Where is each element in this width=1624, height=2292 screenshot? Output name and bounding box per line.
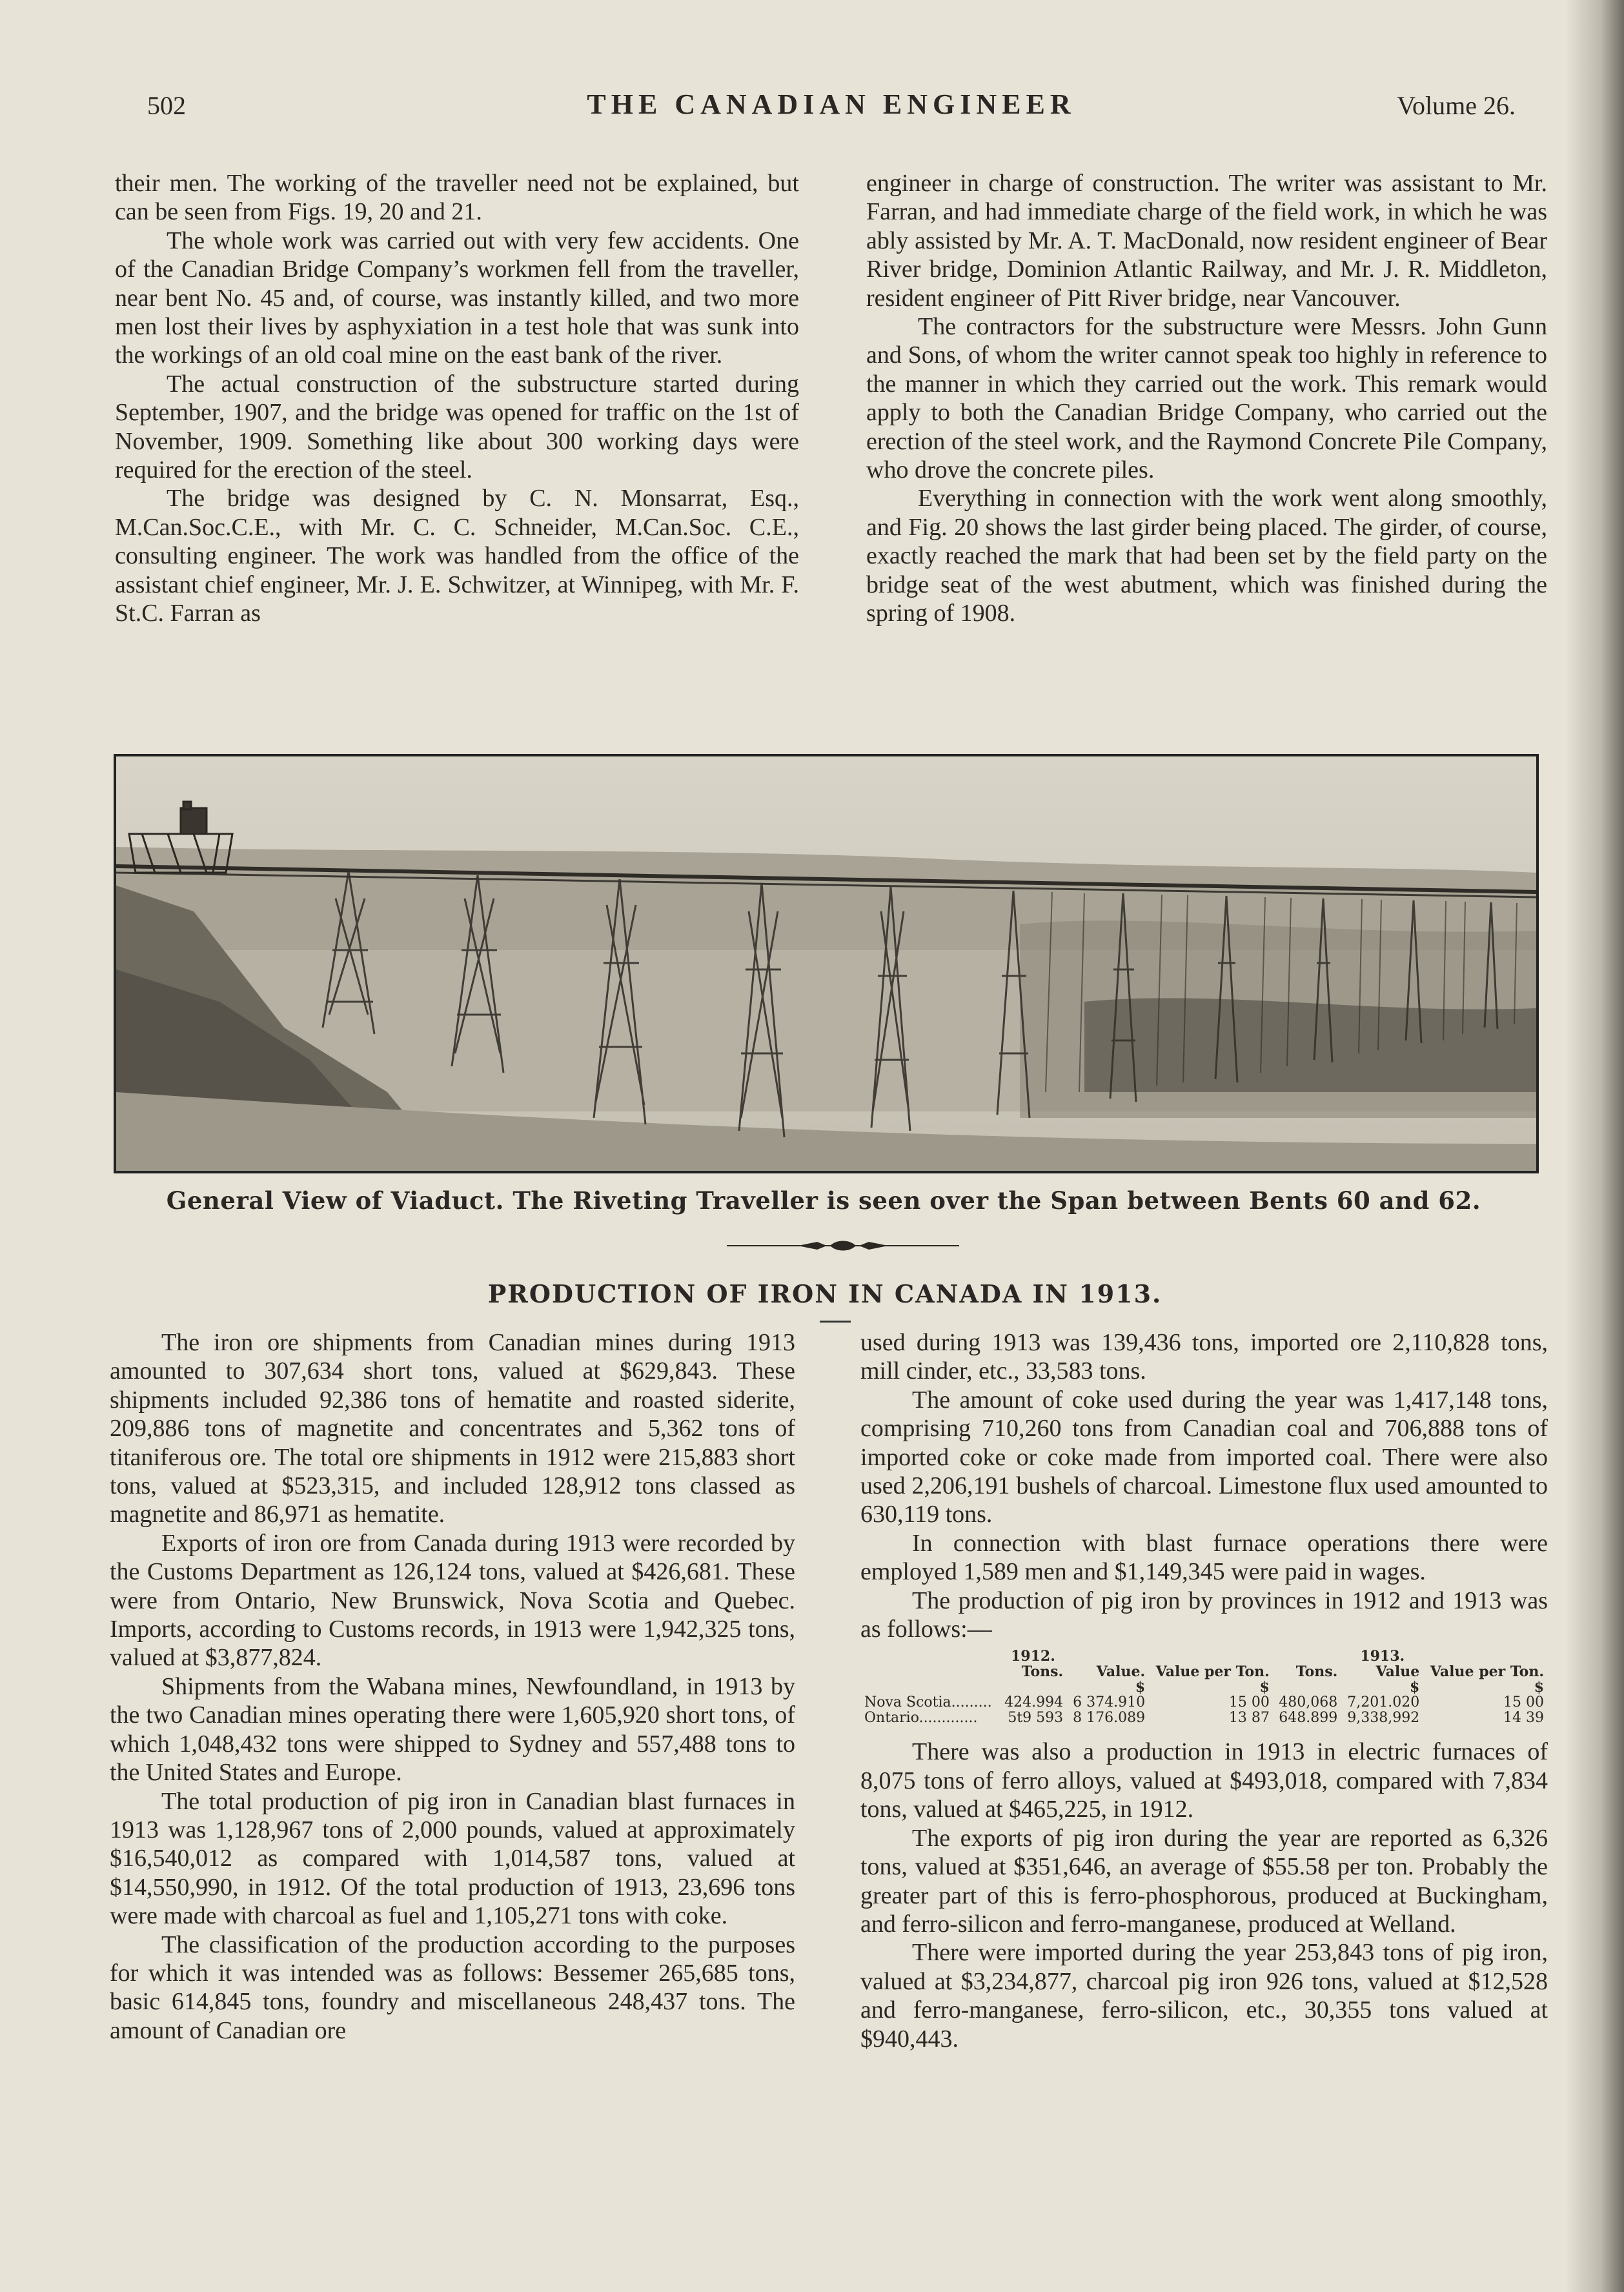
table-cell: 13 87: [1228, 1710, 1270, 1727]
table-row: [860, 1710, 1548, 1726]
paragraph: their men. The working of the traveller need not be explained, but can be seen from Figs. 19, 20 and 21.: [115, 170, 799, 226]
table-cell: 9,338,992: [1347, 1710, 1420, 1727]
table-unit-row: [860, 1679, 1548, 1695]
table-year: 1913.: [1360, 1648, 1405, 1665]
paragraph: In connection with blast furnace operations there were employed 1,589 men and $1,149,345 were paid in wages.: [860, 1529, 1548, 1586]
paragraph: The whole work was carried out with very few accidents. One of the Canadian Bridge Company’s workmen fell from the traveller, near bent No. 45 and, of course, was instantly killed, and two more men lost their lives by asphyxiation in a test hole that was sunk into the workings of an old coal mine on the east bank of the river.: [115, 227, 799, 369]
table-unit: $: [1259, 1679, 1270, 1696]
table-unit: $: [1409, 1679, 1420, 1696]
photo-caption: General View of Viaduct. The Riveting Traveller is seen over the Span between Bents 60 and 62.: [166, 1186, 1481, 1215]
table-cell: 14 39: [1503, 1710, 1544, 1727]
paragraph: The actual construction of the substructure started during September, 1907, and the bridge was opened for traffic on the 1st of November, 1909. Something like about 300 working days were required for the erection of the steel.: [115, 370, 799, 484]
table-year: 1912.: [1010, 1648, 1055, 1665]
column-2: [866, 169, 1547, 628]
table-cell: 648.899: [1279, 1710, 1338, 1727]
table-cell: Ontario.............: [864, 1710, 978, 1727]
paragraph: The production of pig iron by provinces in 1912 and 1913 was as follows:—: [860, 1587, 1548, 1643]
ornament-divider: [727, 1234, 959, 1257]
article-title: PRODUCTION OF IRON IN CANADA IN 1913.: [487, 1279, 1162, 1308]
table-cell: Nova Scotia.........: [864, 1694, 992, 1711]
table-cell: 5t9 593: [1008, 1710, 1064, 1727]
table-cell: 8 176.089: [1073, 1710, 1146, 1727]
table-cell: 7,201.020: [1347, 1694, 1420, 1711]
paragraph: There were imported during the year 253,843 tons of pig iron, valued at $3,234,877, charcoal pig iron 926 tons, valued at $12,528 and ferro-manganese, ferro-silicon, etc., 30,355 tons valued at $940,443.: [860, 1939, 1548, 2053]
viaduct-illustration: [116, 756, 1536, 1171]
paragraph: There was also a production in 1913 in electric furnaces of 8,075 tons of ferro alloys, valued at $493,018, compared with 7,834 tons, valued at $465,225, in 1912.: [860, 1738, 1548, 1823]
table-header: Tons.: [1295, 1663, 1338, 1681]
column-3: [110, 1328, 795, 2045]
table-row: [860, 1695, 1548, 1710]
paragraph: The contractors for the substructure were Messrs. John Gunn and Sons, of whom the writer cannot speak too highly in reference to the manner in which they carried out the work. This remark would apply to both the Canadian Bridge Company, who carried out the erection of the steel work, and the Raymond Concrete Pile Company, who drove the concrete piles.: [866, 313, 1547, 484]
paragraph: The iron ore shipments from Canadian mines during 1913 amounted to 307,634 short tons, valued at $629,843. These shipments included 92,386 tons of hematite and roasted siderite, 209,886 tons of magnetite and concentrates and 5,362 tons of titaniferous ore. The total ore shipments in 1912 were 215,883 short tons, valued at $523,315, and included 128,912 tons classed as magnetite and 86,971 as hematite.: [110, 1329, 795, 1528]
table-header: Value per Ton.: [1155, 1663, 1270, 1681]
table-header: Value.: [1096, 1663, 1146, 1681]
paragraph: used during 1913 was 139,436 tons, imported ore 2,110,828 tons, mill cinder, etc., 33,583 tons.: [860, 1329, 1548, 1385]
table-cell: 6 374.910: [1073, 1694, 1146, 1711]
page-number: 502: [147, 91, 186, 120]
table-cell: 424.994: [1004, 1694, 1064, 1711]
paragraph: engineer in charge of construction. The writer was assistant to Mr. Farran, and had immediate charge of the field work, in which he was ably assisted by Mr. A. T. MacDonald, now resident engineer of Bear River bridge, Dominion Atlantic Railway, and Mr. J. R. Middleton, resident engineer of Pitt River bridge, near Vancouver.: [866, 170, 1547, 312]
column-1: [115, 169, 799, 628]
paragraph: Everything in connection with the work went along smoothly, and Fig. 20 shows the last girder being placed. The girder, of course, exactly reached the mark that had been set by the field party on the bridge seat of the west abutment, which was finished during the spring of 1908.: [866, 485, 1547, 627]
title-rule: [820, 1321, 851, 1323]
paragraph: The total production of pig iron in Canadian blast furnaces in 1913 was 1,128,967 tons of 2,000 pounds, valued at approximately $16,540,012 as compared with 1,014,587 tons, valued at $14,550,990, in 1912. Of the total production of 1913, 23,696 tons were made with charcoal as fuel and 1,105,271 tons with coke.: [110, 1787, 795, 1930]
page-edge-shadow: [1566, 0, 1624, 2292]
paragraph: The amount of coke used during the year was 1,417,148 tons, comprising 710,260 tons from Canadian coal and 706,888 tons of imported coke or coke made from imported coal. There were also used 2,206,191 bushels of charcoal. Limestone flux used amounted to 630,119 tons.: [860, 1386, 1548, 1528]
table-unit: [1274, 1679, 1341, 1695]
pig-iron-table: [860, 1648, 1548, 1726]
paragraph: Shipments from the Wabana mines, Newfoundland, in 1913 by the two Canadian mines operating there were 1,605,920 short tons, of which 1,048,432 tons were shipped to Sydney and 557,488 tons to the United States and Europe.: [110, 1672, 795, 1787]
viaduct-photograph: [114, 754, 1539, 1173]
table-unit: $: [1135, 1679, 1146, 1696]
table-header-row: [860, 1664, 1548, 1679]
table-unit: $: [1534, 1679, 1544, 1696]
journal-title: THE CANADIAN ENGINEER: [587, 88, 1076, 120]
table-year-row: [860, 1648, 1548, 1664]
column-4: [860, 1328, 1548, 2053]
table-header: Value: [1375, 1663, 1420, 1681]
paragraph: The classification of the production according to the purposes for which it was intended was as follows: Bessemer 265,685 tons, basic 614,845 tons, foundry and miscellaneous 248,437 tons. The amount of Canadian ore: [110, 1931, 795, 2044]
paragraph: The exports of pig iron during the year are reported as 6,326 tons, valued at $351,646, an average of $55.58 per ton. Probably the greater part of this is ferro-phosphorous, produced at Buckingham, and ferro-silicon and ferro-manganese, produced at Welland.: [860, 1824, 1548, 1938]
running-header: [147, 90, 1516, 129]
paragraph: The bridge was designed by C. N. Monsarrat, Esq., M.Can.Soc.C.E., with Mr. C. C. Schneider, M.Can.Soc. C.E., consulting engineer. The work was handled from the office of the assistant chief engineer, Mr. J. E. Schwitzer, at Winnipeg, with Mr. F. St.C. Farran as: [115, 485, 799, 627]
paragraph: Exports of iron ore from Canada during 1913 were recorded by the Customs Department as 126,124 tons, valued at $426,681. These were from Ontario, New Brunswick, Nova Scotia and Quebec. Imports, according to Customs records, in 1913 were 1,942,325 tons, valued at $3,877,824.: [110, 1529, 795, 1672]
volume-label: Volume 26.: [1397, 91, 1516, 120]
table-unit: [999, 1679, 1067, 1695]
table-cell: 15 00: [1228, 1694, 1270, 1711]
table-header: Value per Ton.: [1430, 1663, 1544, 1681]
table-header: Tons.: [1021, 1663, 1064, 1681]
table-cell: 15 00: [1503, 1694, 1544, 1711]
table-cell: 480,068: [1279, 1694, 1338, 1711]
